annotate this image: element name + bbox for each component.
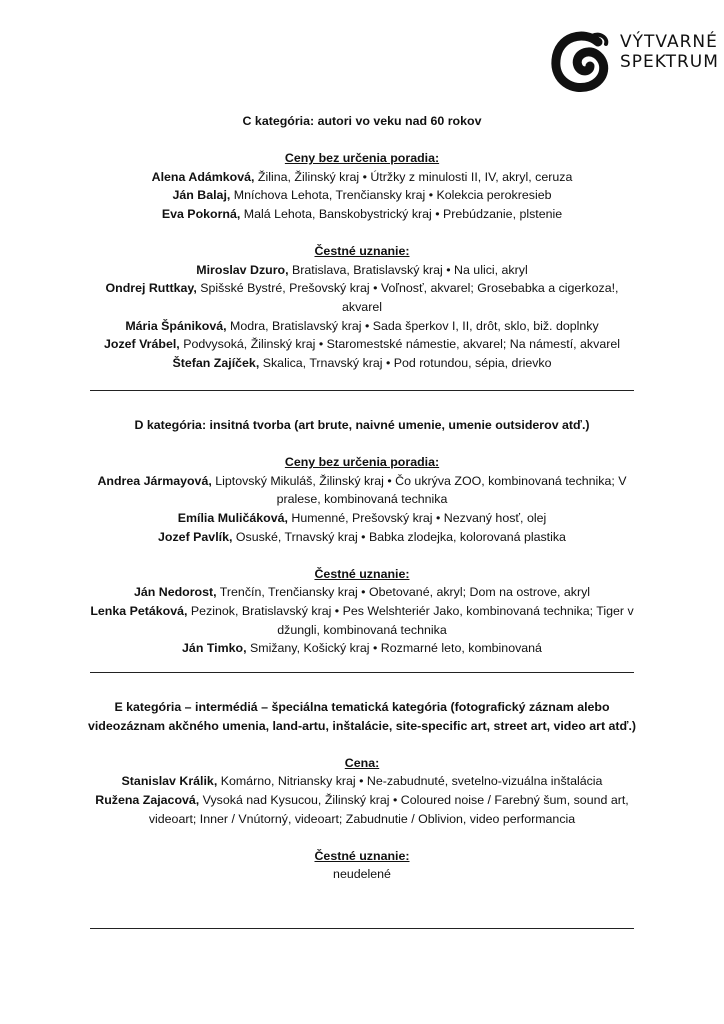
artwork-details: Skalica, Trnavský kraj • Pod rotundou, sépia, drievko — [259, 355, 552, 370]
award-entry — [84, 791, 640, 828]
artwork-details: Bratislava, Bratislavský kraj • Na ulici, akryl — [288, 262, 528, 277]
document-body — [84, 112, 640, 372]
logo-wordmark — [620, 32, 719, 72]
group-title: Cena: — [344, 755, 380, 770]
artist-name: Emília Muličáková, — [177, 510, 288, 525]
artwork-details: Spišské Bystré, Prešovský kraj • Voľnosť, akvarel; Grosebabka a cigerkoza!, akvarel — [196, 281, 619, 314]
group-title: Ceny bez určenia poradia: — [284, 151, 440, 166]
artist-name: Ján Balaj, — [172, 188, 231, 203]
section-divider — [90, 390, 634, 391]
artist-name: Jozef Vrábel, — [103, 337, 180, 352]
award-entry — [84, 509, 640, 528]
award-entry — [84, 602, 640, 639]
award-entry — [84, 279, 640, 316]
artist-name: Mária Špániková, — [125, 318, 227, 333]
award-entry — [84, 317, 640, 336]
award-entry — [84, 261, 640, 280]
artwork-details: Osuské, Trnavský kraj • Babka zlodejka, kolorovaná plastika — [232, 529, 566, 544]
award-entry — [84, 205, 640, 224]
group-title: Čestné uznanie: — [314, 566, 410, 581]
artist-name: Lenka Petáková, — [90, 603, 188, 618]
artwork-details: Komárno, Nitriansky kraj • Ne-zabudnuté, svetelno-vizuálna inštalácia — [217, 774, 603, 789]
logo — [548, 22, 719, 102]
artist-name: Miroslav Dzuro, — [196, 262, 289, 277]
artwork-details: Humenné, Prešovský kraj • Nezvaný hosť, olej — [287, 510, 547, 525]
group-title: Čestné uznanie: — [314, 848, 410, 863]
award-entry — [84, 528, 640, 547]
award-entry — [84, 186, 640, 205]
section-d — [84, 416, 640, 658]
artist-name: Stanislav Králik, — [121, 774, 218, 789]
award-entry — [84, 335, 640, 354]
artwork-details: Vysoká nad Kysucou, Žilinský kraj • Coloured noise / Farebný šum, sound art, videoart; Inner / Vnútorný, videoart; Zabudnutie / Oblivion, video performancia — [148, 792, 629, 826]
artist-name: Eva Pokorná, — [161, 206, 241, 221]
section-e — [84, 698, 640, 884]
artist-name: Alena Adámková, — [151, 169, 255, 184]
section-heading: E kategória – intermédiá – špeciálna tematická kategória (fotografický záznam alebo videozáznam akčného umenia, land-artu, inštalácie, site-specific art, street art, video art atď.) — [87, 700, 637, 733]
section-heading: C kategória: autori vo veku nad 60 rokov — [242, 114, 482, 128]
group-title: Ceny bez určenia poradia: — [284, 455, 440, 470]
award-entry — [84, 472, 640, 509]
award-entry — [84, 168, 640, 187]
award-status: neudelené — [333, 867, 391, 882]
section-heading: D kategória: insitná tvorba (art brute, naivné umenie, umenie outsiderov atď.) — [134, 418, 590, 432]
document-body-e — [84, 698, 640, 884]
artist-name: Ján Timko, — [182, 641, 247, 656]
artist-name: Ondrej Ruttkay, — [105, 281, 197, 296]
section-c — [84, 112, 640, 372]
artist-name: Jozef Pavlík, — [158, 529, 233, 544]
artwork-details: Pezinok, Bratislavský kraj • Pes Welshteriér Jako, kombinovaná technika; Tiger v džungli, kombinovaná technika — [187, 603, 634, 637]
artwork-details: Žilina, Žilinský kraj • Útržky z minulosti II, IV, akryl, ceruza — [254, 169, 573, 184]
artwork-details: Trenčín, Trenčiansky kraj • Obetované, akryl; Dom na ostrove, akryl — [216, 585, 591, 600]
artist-name: Andrea Jármayová, — [97, 473, 212, 488]
artwork-details: Mníchova Lehota, Trenčiansky kraj • Kolekcia perokresieb — [230, 188, 552, 203]
award-entry — [84, 639, 640, 658]
artwork-details: Malá Lehota, Banskobystrický kraj • Prebúdzanie, plstenie — [240, 206, 563, 221]
artist-name: Ružena Zajacová, — [95, 792, 200, 807]
section-divider — [90, 928, 634, 929]
award-entry — [84, 583, 640, 602]
logo-line-1: VÝTVARNÉ — [620, 32, 718, 52]
award-entry — [84, 865, 640, 884]
award-entry — [84, 354, 640, 373]
section-divider — [90, 672, 634, 673]
document-body-d — [84, 416, 640, 658]
logo-line-2: SPEKTRUM — [620, 52, 719, 72]
group-title: Čestné uznanie: — [314, 244, 410, 259]
artwork-details: Modra, Bratislavský kraj • Sada šperkov I, II, drôt, sklo, biž. doplnky — [226, 318, 599, 333]
artwork-details: Liptovský Mikuláš, Žilinský kraj • Čo ukrýva ZOO, kombinovaná technika; V pralese, kombinovaná technika — [211, 473, 627, 507]
award-entry — [84, 772, 640, 791]
spiral-logo-icon — [548, 28, 618, 98]
artwork-details: Smižany, Košický kraj • Rozmarné leto, kombinovaná — [246, 641, 542, 656]
artwork-details: Podvysoká, Žilinský kraj • Staromestské námestie, akvarel; Na námestí, akvarel — [179, 337, 620, 352]
artist-name: Štefan Zajíček, — [172, 355, 260, 370]
artist-name: Ján Nedorost, — [133, 585, 217, 600]
